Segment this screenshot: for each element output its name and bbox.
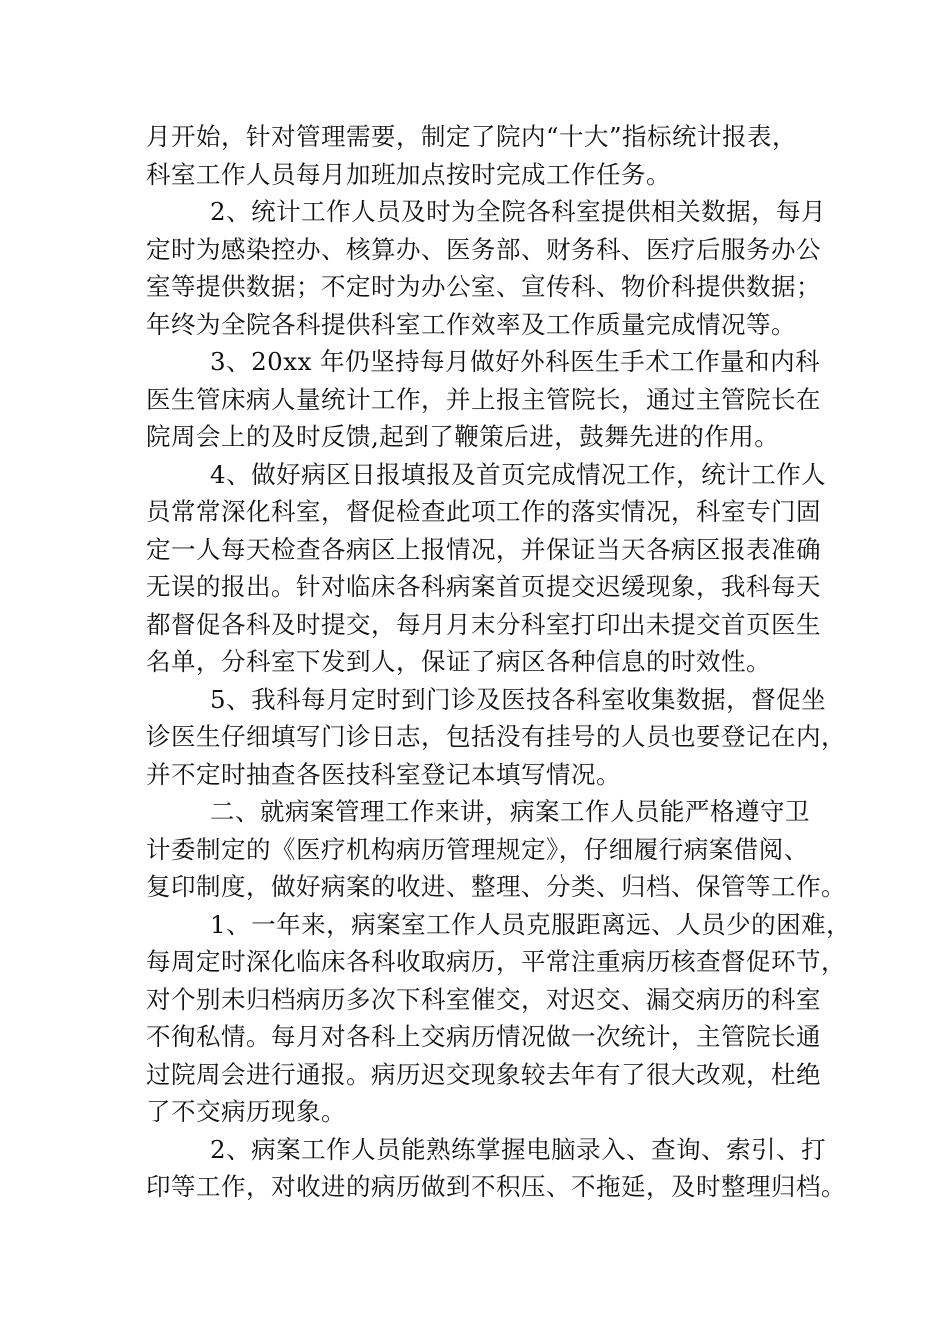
- text-line-15: 名单，分科室下发到人，保证了病区各种信息的时效性。: [146, 647, 771, 676]
- text-line-7: 3、20xx 年仍坚持每月做好外科医生手术工作量和内科: [210, 347, 821, 376]
- text-line-20: 计委制定的《医疗机构病历管理规定》，仔细履行病案借阅、: [146, 834, 809, 864]
- text-line-2: 科室工作人员每月加班加点按时完成工作任务。: [146, 159, 671, 189]
- text-line-18: 并不定时抽查各医技科室登记本填写情况。: [146, 759, 621, 789]
- document-body: [146, 118, 852, 1206]
- text-line-13: 无误的报出。针对临床各科病案首页提交迟缓现象，我科每天: [146, 572, 821, 601]
- text-line-28: 2、病案工作人员能熟练掌握电脑录入、查询、索引、打: [210, 1134, 827, 1164]
- text-line-17: 诊医生仔细填写门诊日志，包括没有挂号的人员也要登记在内，: [146, 722, 846, 751]
- text-line-8: 医生管床病人量统计工作，并上报主管院长，通过主管院长在: [146, 384, 821, 414]
- text-line-26: 过院周会进行通报。病历迟交现象较去年有了很大改观，杜绝: [146, 1059, 821, 1089]
- text-line-14: 都督促各科及时提交，每月月末分科室打印出未提交首页医生: [146, 609, 821, 639]
- text-line-27: 了不交病历现象。: [146, 1097, 346, 1126]
- text-line-19: 二、就病案管理工作来讲，病案工作人员能严格遵守卫: [210, 797, 810, 826]
- text-line-11: 员常常深化科室，督促检查此项工作的落实情况，科室专门固: [146, 497, 821, 526]
- text-line-29: 印等工作，对收进的病历做到不积压、不拖延，及时整理归档。: [146, 1172, 846, 1201]
- text-line-1: 月开始，针对管理需要，制定了院内“十大”指标统计报表，: [146, 122, 798, 151]
- text-line-23: 每周定时深化临床各科收取病历，平常注重病历核查督促环节，: [146, 947, 846, 976]
- text-line-6: 年终为全院各科提供科室工作效率及工作质量完成情况等。: [146, 309, 796, 339]
- text-line-9: 院周会上的及时反馈,起到了鞭策后进，鼓舞先进的作用。: [146, 422, 780, 451]
- text-line-3: 2、统计工作人员及时为全院各科室提供相关数据，每月: [210, 197, 827, 226]
- text-line-21: 复印制度，做好病案的收进、整理、分类、归档、保管等工作。: [146, 872, 846, 901]
- text-line-4: 定时为感染控办、核算办、医务部、财务科、医疗后服务办公: [146, 234, 821, 264]
- text-line-12: 定一人每天检查各病区上报情况，并保证当天各病区报表准确: [146, 534, 821, 564]
- text-line-24: 对个别未归档病历多次下科室催交，对迟交、漏交病历的科室: [146, 984, 821, 1014]
- text-line-5: 室等提供数据；不定时为办公室、宣传科、物价科提供数据；: [146, 272, 821, 301]
- text-line-22: 1、一年来，病案室工作人员克服距离远、人员少的困难，: [210, 909, 852, 939]
- text-line-25: 不徇私情。每月对各科上交病历情况做一次统计，主管院长通: [146, 1022, 821, 1051]
- text-line-10: 4、做好病区日报填报及首页完成情况工作，统计工作人: [210, 459, 827, 489]
- text-line-16: 5、我科每月定时到门诊及医技各科室收集数据，督促坐: [210, 684, 827, 714]
